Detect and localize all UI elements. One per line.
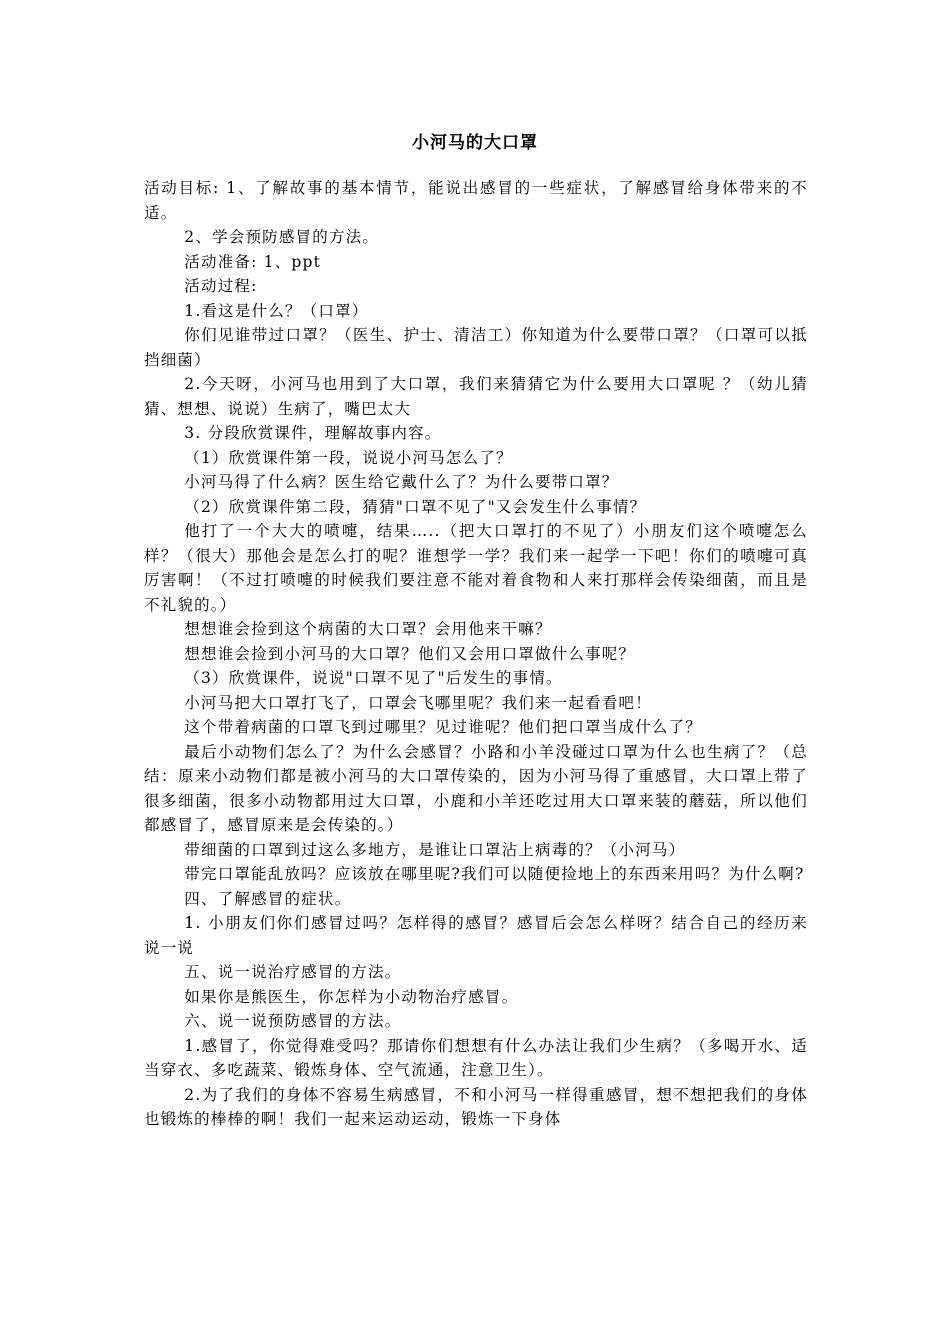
- paragraph: 最后小动物们怎么了？为什么会感冒？小路和小羊没碰过口罩为什么也生病了？（总结：原来小动物们都是被小河马的大口罩传染的，因为小河马得了重感冒，大口罩上带了很多细菌，很多小动物都用过大口罩，小鹿和小羊还吃过用大口罩来装的蘑菇，所以他们都感冒了，感冒原来是会传染的。）: [144, 742, 808, 834]
- paragraph: 你们见谁带过口罩？（医生、护士、清洁工）你知道为什么要带口罩？（口罩可以抵挡细菌）: [144, 326, 808, 369]
- document-body: [144, 176, 808, 1132]
- paragraph: 小河马把大口罩打飞了，口罩会飞哪里呢？我们来一起看看吧！: [184, 693, 652, 712]
- paragraph: 2.为了我们的身体不容易生病感冒，不和小河马一样得重感冒，想不想把我们的身体也锻炼的棒棒的啊！我们一起来运动运动，锻炼一下身体: [144, 1085, 808, 1128]
- paragraph: 他打了一个大大的喷嚏，结果…..（把大口罩打的不见了）小朋友们这个喷嚏怎么样？（很大）那他会是怎么打的呢？谁想学一学？我们来一起学一下吧！你们的喷嚏可真厉害啊！（不过打喷嚏的时候我们要注意不能对着食物和人来打那样会传染细菌，而且是不礼貌的。）: [144, 522, 808, 614]
- paragraph: 想想谁会捡到小河马的大口罩？他们又会用口罩做什么事呢？: [184, 644, 636, 663]
- paragraph: 四、了解感冒的症状。: [184, 889, 352, 908]
- paragraph: 如果你是熊医生，你怎样为小动物治疗感冒。: [184, 987, 519, 1006]
- paragraph: 带完口罩能乱放吗？应该放在哪里呢?我们可以随便捡地上的东西来用吗？为什么啊?: [184, 865, 805, 883]
- paragraph: 五、说一说治疗感冒的方法。: [184, 963, 402, 981]
- paragraph: （1）欣赏课件第一段，说说小河马怎么了？: [184, 448, 513, 467]
- paragraph: 小河马得了什么病？医生给它戴什么了？为什么要带口罩？: [184, 473, 619, 491]
- paragraph: 活动准备: 1、ppt: [184, 252, 322, 271]
- paragraph: 1. 小朋友们你们感冒过吗？怎样得的感冒？感冒后会怎么样呀？结合自己的经历来说一说: [144, 914, 808, 957]
- paragraph: （2）欣赏课件第二段，猜猜"口罩不见了"又会发生什么事情？: [184, 497, 647, 516]
- paragraph: 活动目标: 1、了解故事的基本情节，能说出感冒的一些症状，了解感冒给身体带来的不适。: [144, 179, 808, 222]
- paragraph: 这个带着病菌的口罩飞到过哪里？见过谁呢？他们把口罩当成什么了？: [184, 718, 702, 736]
- paragraph: 活动过程:: [184, 277, 258, 295]
- paragraph: 六、说一说预防感冒的方法。: [184, 1012, 402, 1030]
- document-title: 小河马的大口罩: [412, 133, 538, 153]
- paragraph: 3. 分段欣赏课件，理解故事内容。: [184, 424, 442, 442]
- paragraph: 2.今天呀，小河马也用到了大口罩，我们来猜猜它为什么要用大口罩呢 ？（幼儿猜猜、想想、说说）生病了，嘴巴太大: [144, 375, 808, 418]
- paragraph: 想想谁会捡到这个病菌的大口罩？会用他来干嘛？: [184, 620, 552, 638]
- paragraph: 带细菌的口罩到过这么多地方，是谁让口罩沾上病毒的？（小河马）: [184, 840, 686, 859]
- paragraph: 1.看这是什么？（口罩）: [184, 301, 369, 320]
- paragraph: 1.感冒了，你觉得难受吗？那请你们想想有什么办法让我们少生病？（多喝开水、适当穿衣、多吃蔬菜、锻炼身体、空气流通，注意卫生）。: [144, 1036, 808, 1079]
- paragraph: （3）欣赏课件，说说"口罩不见了"后发生的事情。: [184, 669, 563, 687]
- paragraph: 2、学会预防感冒的方法。: [184, 228, 380, 246]
